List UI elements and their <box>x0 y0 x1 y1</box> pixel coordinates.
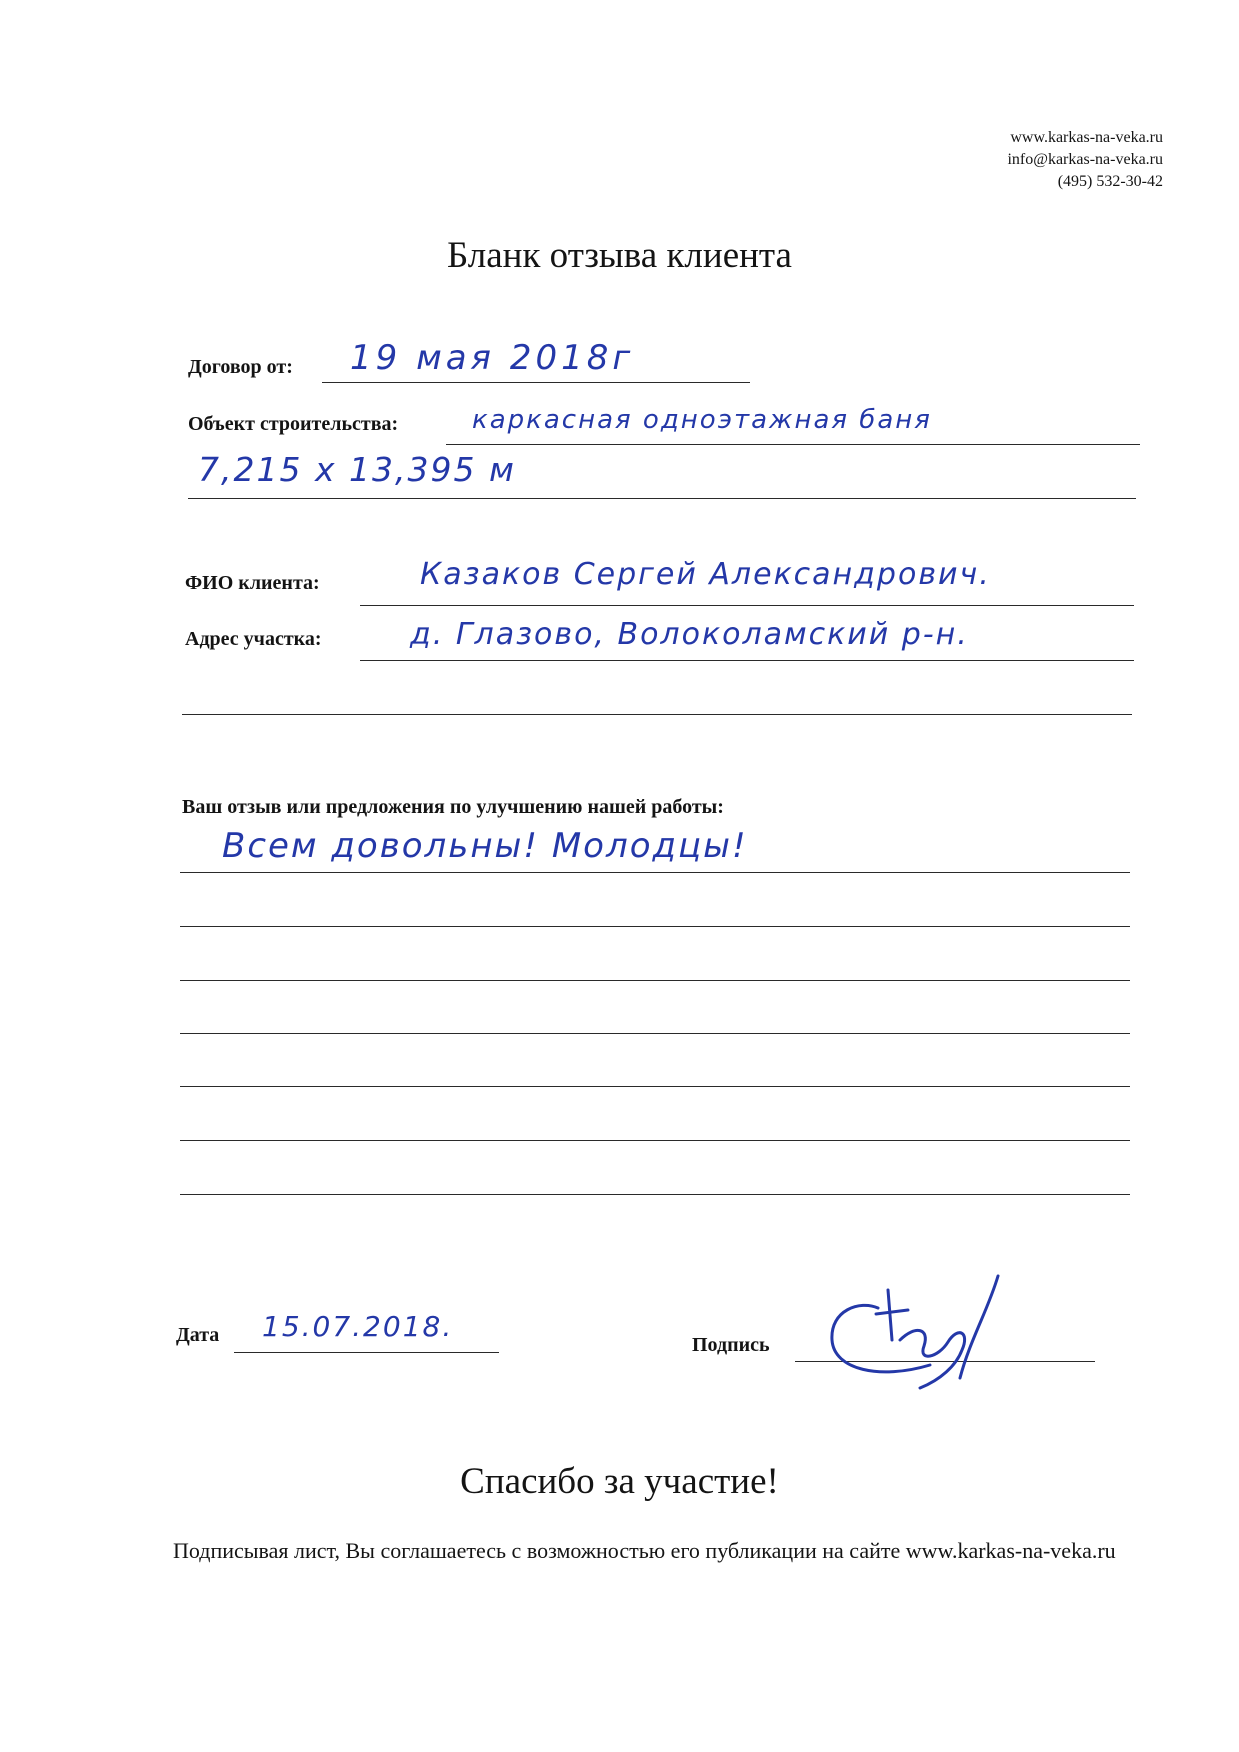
feedback-line-7 <box>180 1194 1130 1195</box>
thanks-message: Спасибо за участие! <box>460 1461 779 1502</box>
feedback-line-3 <box>180 980 1130 981</box>
date-label: Дата <box>176 1324 220 1346</box>
contact-block <box>1007 127 1163 193</box>
form-title: Бланк отзыва клиента <box>447 235 792 276</box>
feedback-line-5 <box>180 1086 1130 1087</box>
date-value[interactable]: 15.07.2018. <box>262 1310 454 1343</box>
address-value[interactable]: д. Глазово, Волоколамский р-н. <box>410 617 969 652</box>
signature-label: Подпись <box>692 1334 770 1356</box>
contract-line <box>322 382 750 383</box>
object-value-line2[interactable]: 7,215 x 13,395 м <box>198 450 516 489</box>
contact-email[interactable]: info@karkas-na-veka.ru <box>1007 151 1163 168</box>
client-line <box>360 605 1134 606</box>
contact-phone: (495) 532-30-42 <box>1057 173 1163 190</box>
feedback-line-1 <box>180 872 1130 873</box>
client-label: ФИО клиента: <box>185 572 320 594</box>
object-value-line1[interactable]: каркасная одноэтажная баня <box>472 405 932 435</box>
contract-value[interactable]: 19 мая 2018г <box>350 338 635 378</box>
object-line-2 <box>188 498 1136 499</box>
footer-note: Подписывая лист, Вы соглашаетесь с возможностью его публикации на сайте www.karkas-na-veka.ru <box>173 1538 1116 1563</box>
feedback-line-2 <box>180 926 1130 927</box>
feedback-line-4 <box>180 1033 1130 1034</box>
feedback-line-6 <box>180 1140 1130 1141</box>
address-line-2 <box>182 714 1132 715</box>
feedback-label: Ваш отзыв или предложения по улучшению нашей работы: <box>182 796 724 818</box>
address-label: Адрес участка: <box>185 628 322 650</box>
date-line <box>234 1352 499 1353</box>
contact-website[interactable]: www.karkas-na-veka.ru <box>1010 129 1163 146</box>
feedback-value[interactable]: Всем довольны! Молодцы! <box>222 826 748 866</box>
contract-label: Договор от: <box>188 356 293 378</box>
object-label: Объект строительства: <box>188 413 399 435</box>
client-value[interactable]: Казаков Сергей Александрович. <box>420 557 991 592</box>
signature-image <box>820 1270 1020 1400</box>
address-line <box>360 660 1134 661</box>
object-line-1 <box>446 444 1140 445</box>
